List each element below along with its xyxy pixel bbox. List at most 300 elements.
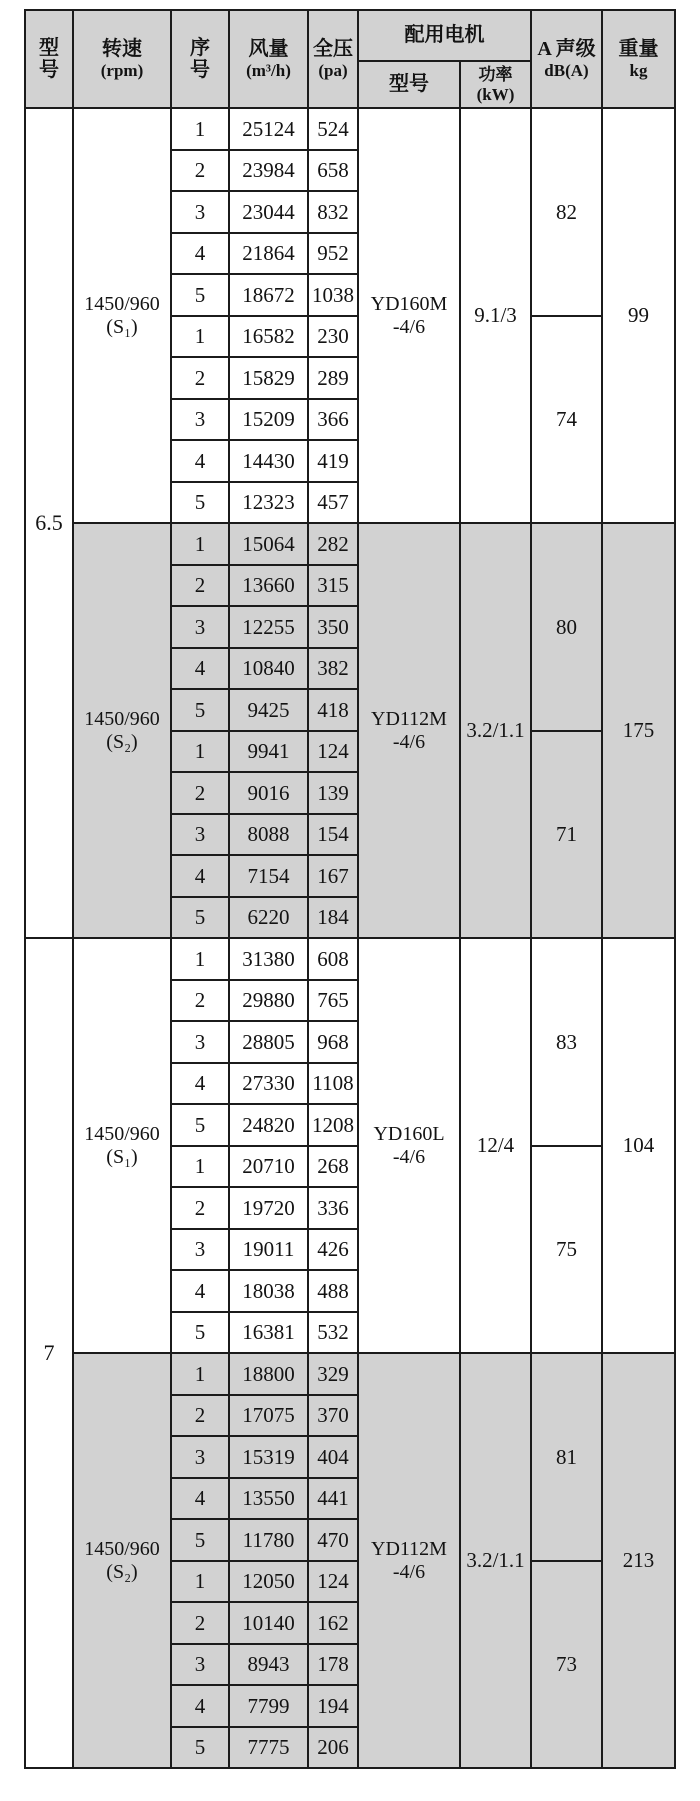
table-body xyxy=(25,108,675,1768)
seq-cell-text: 5 xyxy=(194,1112,206,1137)
pressure-cell-text: 194 xyxy=(317,1693,349,1718)
seq-cell xyxy=(171,1685,229,1727)
airflow-cell xyxy=(229,606,308,648)
airflow-cell xyxy=(229,814,308,856)
motor-model-cell xyxy=(358,523,460,938)
airflow-cell-text: 15064 xyxy=(242,531,295,556)
airflow-cell-text: 24820 xyxy=(242,1112,295,1137)
seq-cell xyxy=(171,938,229,980)
pressure-cell xyxy=(308,814,358,856)
header-power-line2: (kW) xyxy=(476,84,515,104)
pressure-cell-text: 658 xyxy=(317,158,349,183)
pressure-cell-text: 268 xyxy=(317,1154,349,1179)
pressure-cell-text: 315 xyxy=(317,573,349,598)
airflow-cell xyxy=(229,274,308,316)
motor-model-cell-text: YD160L xyxy=(373,1122,445,1145)
seq-cell-text: 2 xyxy=(194,365,206,390)
seq-cell xyxy=(171,980,229,1022)
airflow-cell xyxy=(229,1312,308,1354)
airflow-cell-text: 8943 xyxy=(247,1652,290,1677)
pressure-cell xyxy=(308,357,358,399)
seq-cell xyxy=(171,233,229,275)
pressure-cell xyxy=(308,1436,358,1478)
airflow-cell xyxy=(229,150,308,192)
speed-cell xyxy=(73,1353,171,1768)
airflow-cell xyxy=(229,565,308,607)
airflow-cell xyxy=(229,1353,308,1395)
pressure-cell xyxy=(308,482,358,524)
noise-upper-cell xyxy=(531,108,602,316)
seq-cell xyxy=(171,1602,229,1644)
data-row xyxy=(25,108,675,150)
speed-cell-text: (S₁) xyxy=(106,315,138,338)
header-noise-line2: dB(A) xyxy=(544,60,589,80)
airflow-cell-text: 11780 xyxy=(242,1527,295,1552)
noise-lower-cell-text: 71 xyxy=(556,822,577,847)
header-model-line2: 号 xyxy=(39,59,59,81)
noise-upper-cell xyxy=(531,523,602,731)
noise-lower-cell xyxy=(531,731,602,939)
pressure-cell-text: 178 xyxy=(317,1652,349,1677)
speed-cell xyxy=(73,108,171,523)
airflow-cell-text: 16582 xyxy=(242,324,295,349)
seq-cell xyxy=(171,897,229,939)
seq-cell-text: 3 xyxy=(194,614,206,639)
pressure-cell-text: 419 xyxy=(317,448,349,473)
pressure-cell-text: 968 xyxy=(317,1029,349,1054)
seq-cell xyxy=(171,1395,229,1437)
airflow-cell-text: 23044 xyxy=(242,199,295,224)
seq-cell-text: 3 xyxy=(194,822,206,847)
speed-cell-text: 1450/960 xyxy=(84,1537,160,1560)
seq-cell-text: 3 xyxy=(194,1237,206,1262)
pressure-cell xyxy=(308,150,358,192)
airflow-cell xyxy=(229,108,308,150)
pressure-cell xyxy=(308,1602,358,1644)
seq-cell xyxy=(171,1104,229,1146)
airflow-cell xyxy=(229,1436,308,1478)
pressure-cell xyxy=(308,1519,358,1561)
seq-cell xyxy=(171,191,229,233)
motor-model-cell-text: YD112M xyxy=(371,707,447,730)
pressure-cell-text: 154 xyxy=(317,822,349,847)
airflow-cell-text: 27330 xyxy=(242,1071,295,1096)
noise-lower-cell xyxy=(531,1561,602,1769)
seq-cell xyxy=(171,855,229,897)
seq-cell-text: 4 xyxy=(194,1486,206,1511)
airflow-cell xyxy=(229,980,308,1022)
data-row xyxy=(25,938,675,980)
airflow-cell-text: 15319 xyxy=(242,1444,295,1469)
table-header xyxy=(25,10,675,108)
weight-cell xyxy=(602,523,675,938)
airflow-cell-text: 14430 xyxy=(242,448,295,473)
airflow-cell-text: 29880 xyxy=(242,988,295,1013)
weight-cell xyxy=(602,108,675,523)
seq-cell-text: 4 xyxy=(194,1693,206,1718)
pressure-cell xyxy=(308,731,358,773)
weight-cell xyxy=(602,1353,675,1768)
seq-cell-text: 2 xyxy=(194,1403,206,1428)
power-cell xyxy=(460,523,531,938)
seq-cell-text: 5 xyxy=(194,490,206,515)
fan-spec-table xyxy=(24,9,676,1769)
seq-cell xyxy=(171,482,229,524)
airflow-cell xyxy=(229,191,308,233)
seq-cell-text: 3 xyxy=(194,1029,206,1054)
seq-cell xyxy=(171,1727,229,1769)
pressure-cell-text: 350 xyxy=(317,614,349,639)
motor-model-cell-text: YD112M xyxy=(371,1537,447,1560)
seq-cell xyxy=(171,1353,229,1395)
pressure-cell xyxy=(308,938,358,980)
airflow-cell-text: 6220 xyxy=(247,905,290,930)
seq-cell-text: 1 xyxy=(194,531,206,556)
pressure-cell-text: 418 xyxy=(317,697,349,722)
pressure-cell-text: 370 xyxy=(317,1403,349,1428)
speed-cell-text: (S₁) xyxy=(106,1145,138,1168)
header-motor-model-label: 型号 xyxy=(389,73,429,96)
pressure-cell xyxy=(308,1063,358,1105)
seq-cell-text: 2 xyxy=(194,1610,206,1635)
airflow-cell-text: 25124 xyxy=(242,116,295,141)
seq-cell xyxy=(171,1021,229,1063)
seq-cell-text: 1 xyxy=(194,739,206,764)
pressure-cell-text: 366 xyxy=(317,407,349,432)
airflow-cell xyxy=(229,855,308,897)
noise-upper-cell xyxy=(531,938,602,1146)
power-cell xyxy=(460,938,531,1353)
airflow-cell-text: 15829 xyxy=(242,365,295,390)
header-seq xyxy=(171,10,229,108)
pressure-cell-text: 1208 xyxy=(312,1112,354,1137)
pressure-cell-text: 532 xyxy=(317,1320,349,1345)
seq-cell xyxy=(171,1187,229,1229)
seq-cell-text: 2 xyxy=(194,1195,206,1220)
header-airflow xyxy=(229,10,308,108)
pressure-cell-text: 404 xyxy=(317,1444,349,1469)
seq-cell-text: 2 xyxy=(194,573,206,598)
airflow-cell-text: 18672 xyxy=(242,282,295,307)
seq-cell-text: 3 xyxy=(194,1652,206,1677)
airflow-cell-text: 8088 xyxy=(247,822,290,847)
airflow-cell-text: 18800 xyxy=(242,1361,295,1386)
noise-lower-cell xyxy=(531,316,602,524)
seq-cell xyxy=(171,1436,229,1478)
header-power xyxy=(460,61,531,108)
pressure-cell-text: 336 xyxy=(317,1195,349,1220)
airflow-cell-text: 7154 xyxy=(247,863,290,888)
pressure-cell xyxy=(308,1395,358,1437)
seq-cell-text: 5 xyxy=(194,697,206,722)
header-pressure-line2: (pa) xyxy=(318,60,348,80)
header-airflow-line2: (m³/h) xyxy=(246,60,291,80)
pressure-cell xyxy=(308,1021,358,1063)
airflow-cell xyxy=(229,440,308,482)
pressure-cell-text: 441 xyxy=(317,1486,349,1511)
airflow-cell xyxy=(229,1229,308,1271)
seq-cell xyxy=(171,440,229,482)
seq-cell-text: 5 xyxy=(194,282,206,307)
airflow-cell xyxy=(229,523,308,565)
pressure-cell-text: 832 xyxy=(317,199,349,224)
pressure-cell xyxy=(308,1644,358,1686)
pressure-cell xyxy=(308,191,358,233)
header-model-line1: 型 xyxy=(39,36,59,59)
airflow-cell xyxy=(229,1146,308,1188)
header-seq-line2: 号 xyxy=(190,59,210,81)
weight-cell xyxy=(602,938,675,1353)
seq-cell xyxy=(171,357,229,399)
airflow-cell-text: 31380 xyxy=(242,946,295,971)
model-cell xyxy=(25,938,73,1768)
seq-cell xyxy=(171,814,229,856)
power-cell-text: 12/4 xyxy=(476,1133,515,1158)
airflow-cell xyxy=(229,648,308,690)
header-weight xyxy=(602,10,675,108)
pressure-cell xyxy=(308,440,358,482)
seq-cell-text: 4 xyxy=(194,448,206,473)
noise-lower-cell-text: 74 xyxy=(556,407,577,432)
airflow-cell-text: 10140 xyxy=(242,1610,295,1635)
seq-cell-text: 2 xyxy=(194,988,206,1013)
pressure-cell-text: 124 xyxy=(317,1569,349,1594)
seq-cell xyxy=(171,523,229,565)
seq-cell xyxy=(171,689,229,731)
pressure-cell xyxy=(308,1312,358,1354)
model-cell xyxy=(25,108,73,938)
pressure-cell xyxy=(308,1727,358,1769)
airflow-cell xyxy=(229,1644,308,1686)
weight-cell-text: 99 xyxy=(628,303,649,328)
pressure-cell xyxy=(308,980,358,1022)
pressure-cell xyxy=(308,565,358,607)
header-weight-line2: kg xyxy=(629,60,648,80)
speed-cell-text: 1450/960 xyxy=(84,1122,160,1145)
motor-model-cell-text: -4/6 xyxy=(392,1560,426,1583)
pressure-cell xyxy=(308,1685,358,1727)
airflow-cell xyxy=(229,1187,308,1229)
seq-cell-text: 1 xyxy=(194,1361,206,1386)
header-model xyxy=(25,10,73,108)
seq-cell xyxy=(171,1229,229,1271)
pressure-cell xyxy=(308,399,358,441)
airflow-cell xyxy=(229,1270,308,1312)
header-noise xyxy=(531,10,602,108)
pressure-cell xyxy=(308,274,358,316)
airflow-cell xyxy=(229,731,308,773)
airflow-cell xyxy=(229,1478,308,1520)
header-weight-line1: 重量 xyxy=(618,38,659,61)
airflow-cell-text: 19720 xyxy=(242,1195,295,1220)
airflow-cell-text: 9941 xyxy=(247,739,290,764)
data-row xyxy=(25,1353,675,1395)
motor-model-cell-text: -4/6 xyxy=(392,1145,426,1168)
airflow-cell xyxy=(229,1685,308,1727)
airflow-cell xyxy=(229,1519,308,1561)
pressure-cell xyxy=(308,606,358,648)
seq-cell xyxy=(171,316,229,358)
seq-cell-text: 1 xyxy=(194,324,206,349)
pressure-cell xyxy=(308,855,358,897)
noise-upper-cell-text: 83 xyxy=(556,1029,577,1054)
speed-cell xyxy=(73,523,171,938)
airflow-cell xyxy=(229,1602,308,1644)
seq-cell-text: 4 xyxy=(194,656,206,681)
seq-cell-text: 5 xyxy=(194,905,206,930)
pressure-cell-text: 162 xyxy=(317,1610,349,1635)
noise-upper-cell xyxy=(531,1353,602,1561)
airflow-cell-text: 19011 xyxy=(242,1237,295,1262)
speed-cell-text: 1450/960 xyxy=(84,707,160,730)
seq-cell xyxy=(171,1561,229,1603)
airflow-cell-text: 7799 xyxy=(247,1693,290,1718)
weight-cell-text: 104 xyxy=(622,1133,655,1158)
model-cell-text: 7 xyxy=(43,1340,55,1366)
pressure-cell-text: 206 xyxy=(317,1735,349,1760)
pressure-cell xyxy=(308,1270,358,1312)
header-airflow-line1: 风量 xyxy=(248,38,289,61)
pressure-cell xyxy=(308,523,358,565)
seq-cell-text: 4 xyxy=(194,863,206,888)
airflow-cell xyxy=(229,938,308,980)
airflow-cell-text: 18038 xyxy=(242,1278,295,1303)
speed-cell xyxy=(73,938,171,1353)
header-speed xyxy=(73,10,171,108)
pressure-cell xyxy=(308,233,358,275)
seq-cell xyxy=(171,606,229,648)
pressure-cell-text: 329 xyxy=(317,1361,349,1386)
airflow-cell-text: 10840 xyxy=(242,656,295,681)
pressure-cell-text: 524 xyxy=(317,116,349,141)
header-pressure xyxy=(308,10,358,108)
pressure-cell xyxy=(308,1104,358,1146)
seq-cell xyxy=(171,1312,229,1354)
header-motor-group-label: 配用电机 xyxy=(404,24,485,47)
seq-cell-text: 4 xyxy=(194,1071,206,1096)
airflow-cell xyxy=(229,1063,308,1105)
header-seq-line1: 序 xyxy=(190,36,210,59)
seq-cell xyxy=(171,150,229,192)
pressure-cell-text: 457 xyxy=(317,490,349,515)
airflow-cell-text: 28805 xyxy=(242,1029,295,1054)
seq-cell xyxy=(171,1519,229,1561)
pressure-cell xyxy=(308,897,358,939)
airflow-cell-text: 9425 xyxy=(247,697,290,722)
seq-cell xyxy=(171,1644,229,1686)
seq-cell xyxy=(171,1270,229,1312)
speed-cell-text: (S₂) xyxy=(106,730,138,753)
airflow-cell xyxy=(229,233,308,275)
airflow-cell xyxy=(229,1395,308,1437)
pressure-cell-text: 382 xyxy=(317,656,349,681)
pressure-cell-text: 139 xyxy=(317,780,349,805)
model-cell-text: 6.5 xyxy=(35,510,63,536)
pressure-cell xyxy=(308,689,358,731)
motor-model-cell-text: -4/6 xyxy=(392,315,426,338)
motor-model-cell-text: YD160M xyxy=(370,292,448,315)
weight-cell-text: 213 xyxy=(622,1548,655,1573)
airflow-cell-text: 15209 xyxy=(242,407,295,432)
airflow-cell xyxy=(229,482,308,524)
airflow-cell xyxy=(229,772,308,814)
power-cell xyxy=(460,108,531,523)
data-row xyxy=(25,523,675,565)
seq-cell xyxy=(171,565,229,607)
pressure-cell-text: 124 xyxy=(317,739,349,764)
pressure-cell-text: 167 xyxy=(317,863,349,888)
seq-cell xyxy=(171,108,229,150)
airflow-cell-text: 21864 xyxy=(242,241,295,266)
airflow-cell xyxy=(229,1727,308,1769)
pressure-cell xyxy=(308,316,358,358)
pressure-cell-text: 1108 xyxy=(312,1071,354,1096)
pressure-cell-text: 470 xyxy=(317,1527,349,1552)
pressure-cell xyxy=(308,1146,358,1188)
seq-cell-text: 5 xyxy=(194,1527,206,1552)
airflow-cell-text: 9016 xyxy=(247,780,290,805)
power-cell xyxy=(460,1353,531,1768)
seq-cell-text: 5 xyxy=(194,1320,206,1345)
speed-cell-text: (S₂) xyxy=(106,1560,138,1583)
pressure-cell-text: 184 xyxy=(317,905,349,930)
airflow-cell-text: 17075 xyxy=(242,1403,295,1428)
noise-lower-cell xyxy=(531,1146,602,1354)
pressure-cell xyxy=(308,108,358,150)
seq-cell-text: 2 xyxy=(194,158,206,183)
seq-cell-text: 1 xyxy=(194,946,206,971)
seq-cell xyxy=(171,772,229,814)
header-power-line1: 功率 xyxy=(478,65,513,85)
noise-upper-cell-text: 81 xyxy=(556,1444,577,1469)
seq-cell-text: 3 xyxy=(194,407,206,432)
header-motor-model xyxy=(358,61,460,108)
pressure-cell-text: 426 xyxy=(317,1237,349,1262)
seq-cell-text: 1 xyxy=(194,1569,206,1594)
airflow-cell xyxy=(229,689,308,731)
pressure-cell-text: 289 xyxy=(317,365,349,390)
motor-model-cell xyxy=(358,938,460,1353)
airflow-cell-text: 13550 xyxy=(242,1486,295,1511)
motor-model-cell xyxy=(358,1353,460,1768)
pressure-cell xyxy=(308,1187,358,1229)
seq-cell-text: 5 xyxy=(194,1735,206,1760)
weight-cell-text: 175 xyxy=(622,718,655,743)
airflow-cell xyxy=(229,399,308,441)
airflow-cell-text: 20710 xyxy=(242,1154,295,1179)
pressure-cell xyxy=(308,648,358,690)
noise-lower-cell-text: 73 xyxy=(556,1652,577,1677)
airflow-cell-text: 23984 xyxy=(242,158,295,183)
pressure-cell-text: 765 xyxy=(317,988,349,1013)
airflow-cell-text: 13660 xyxy=(242,573,295,598)
pressure-cell xyxy=(308,1229,358,1271)
speed-cell-text: 1450/960 xyxy=(84,292,160,315)
header-speed-line1: 转速 xyxy=(102,38,142,61)
pressure-cell xyxy=(308,1353,358,1395)
seq-cell xyxy=(171,648,229,690)
pressure-cell-text: 608 xyxy=(317,946,349,971)
airflow-cell xyxy=(229,1561,308,1603)
power-cell-text: 3.2/1.1 xyxy=(466,1548,525,1573)
seq-cell xyxy=(171,1063,229,1105)
airflow-cell xyxy=(229,897,308,939)
seq-cell xyxy=(171,399,229,441)
pressure-cell xyxy=(308,772,358,814)
airflow-cell-text: 7775 xyxy=(247,1735,290,1760)
pressure-cell xyxy=(308,1478,358,1520)
seq-cell-text: 3 xyxy=(194,1444,206,1469)
